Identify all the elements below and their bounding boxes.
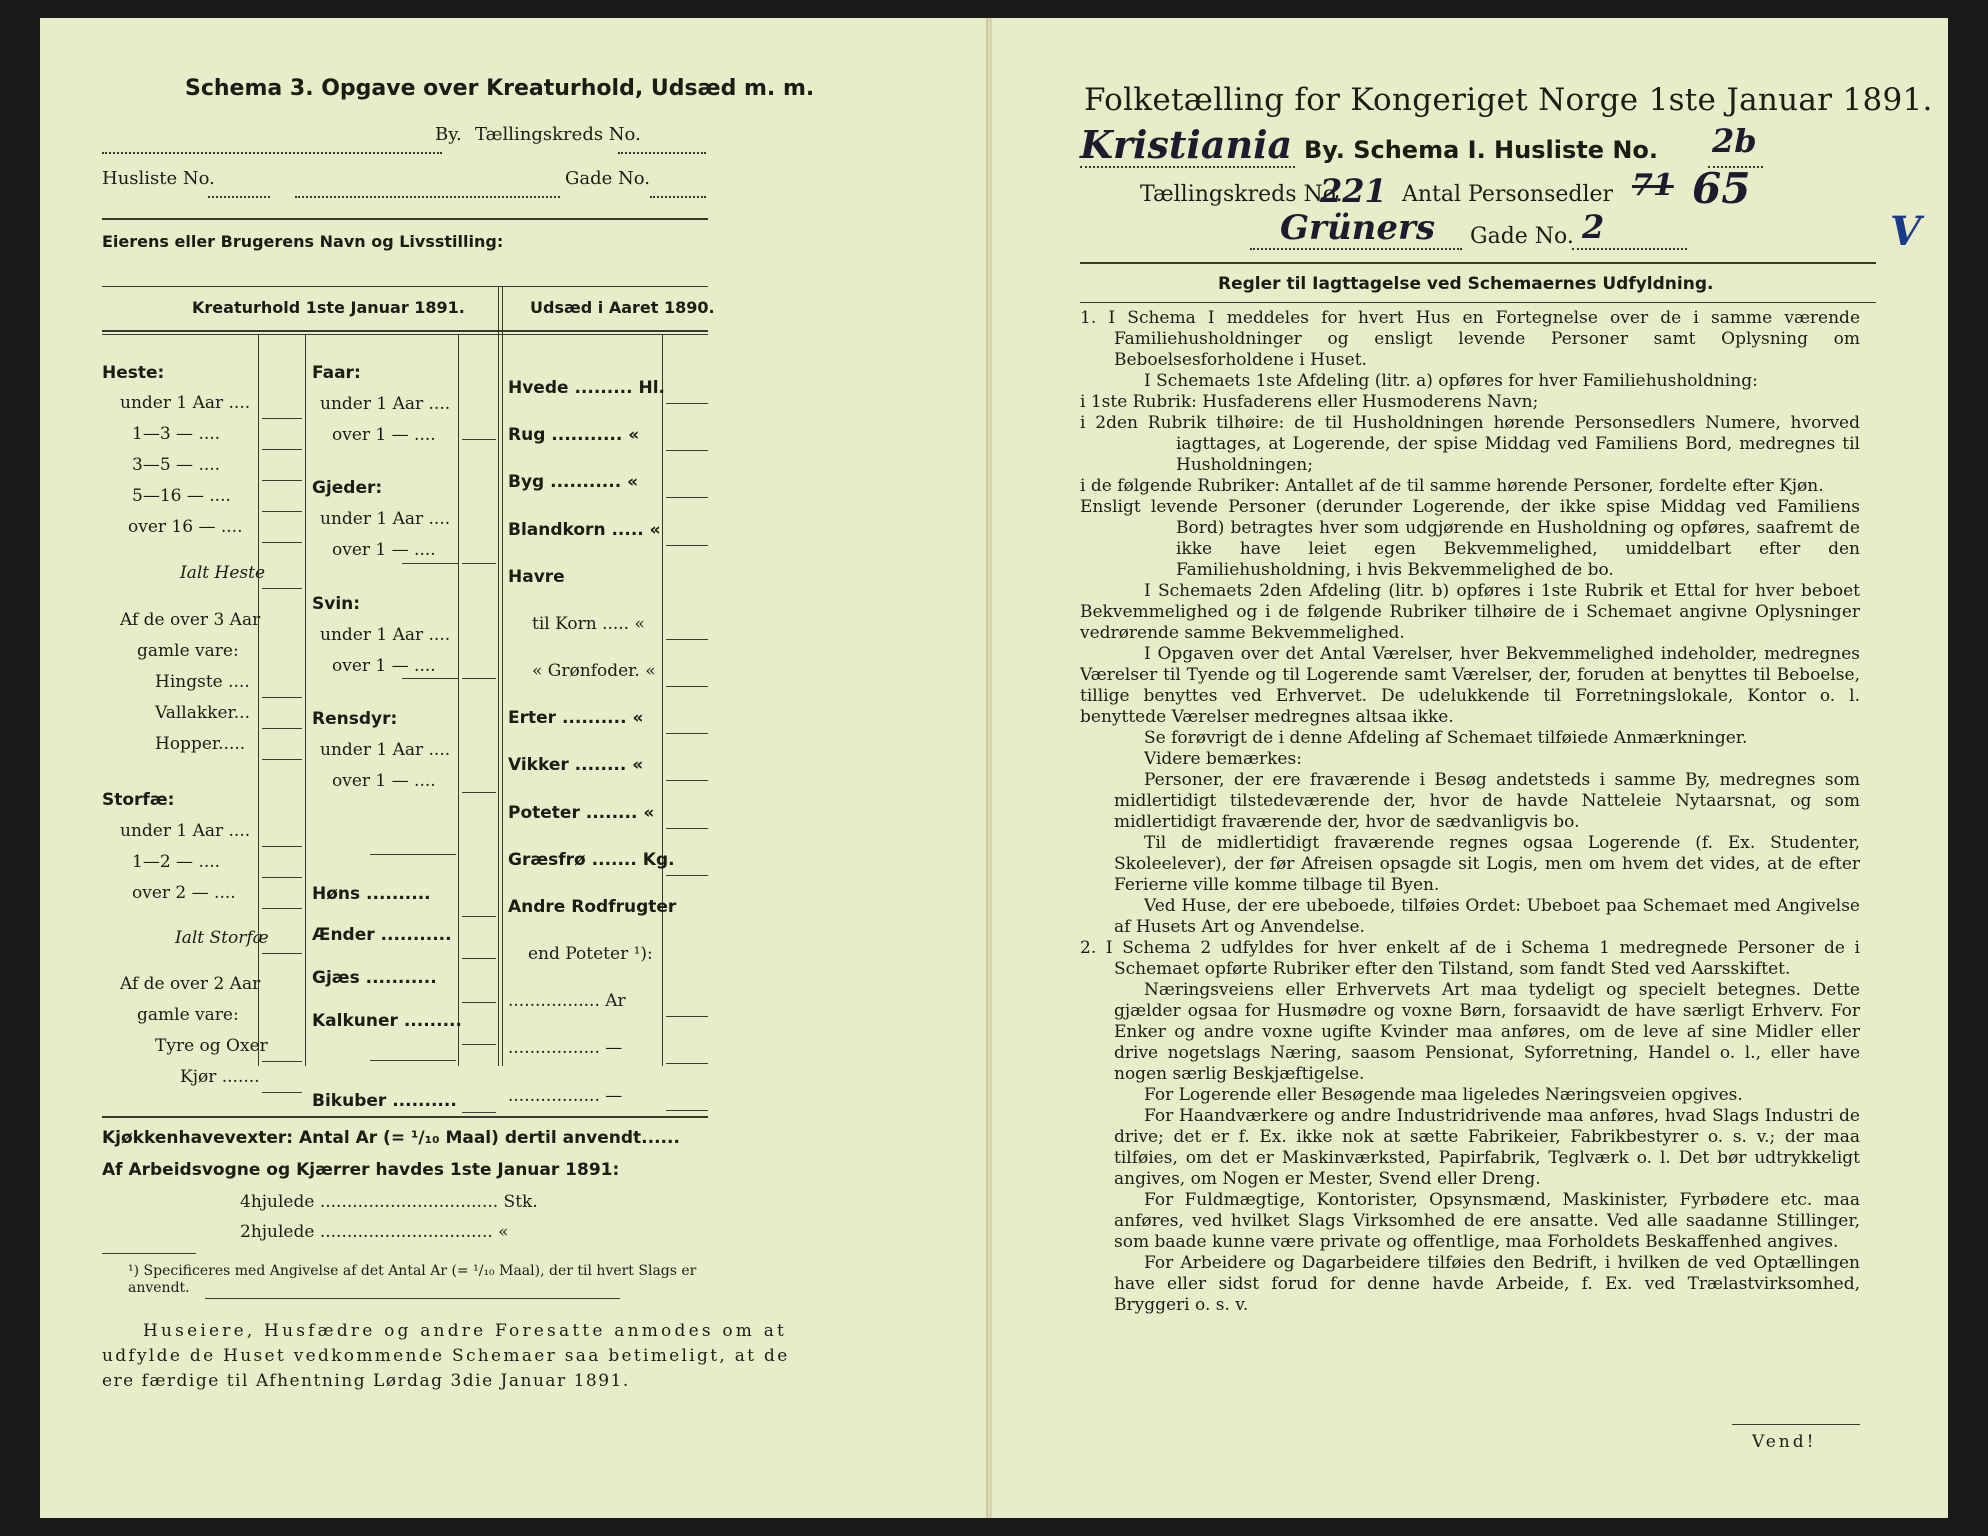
request-line: Huseiere, Husfædre og andre Foresatte anmodes om at — [143, 1321, 788, 1341]
rule-paragraph: I Opgaven over det Antal Værelser, hver Bekvemmelighed indeholder, medregnes Værelser til Tyende og til Logerende samt Værelser, der, foruden at benyttes til Beboelse, tillige benyttes ved Erhvervet. De udelukkende til Forretningslokale, Kontor o. l. benyttede Værelser medregnes altsaa ikke. — [1080, 644, 1860, 727]
vallakker-row: Vallakker... — [155, 703, 250, 723]
divider — [1732, 1424, 1860, 1425]
gade-field[interactable] — [1250, 248, 1462, 250]
gade-no-handwritten: 2 — [1582, 208, 1605, 246]
rule-paragraph: For Logerende eller Besøgende maa ligeledes Næringsveien opgives. — [1144, 1085, 1743, 1105]
by-label: By. — [435, 124, 462, 145]
dash-row: ................. — — [508, 1038, 623, 1058]
storfae-title: Storfæ: — [102, 790, 175, 810]
byg-row: Byg ........... « — [508, 472, 639, 492]
by-schema-label: By. Schema I. Husliste No. — [1304, 136, 1659, 164]
column-divider — [305, 334, 306, 1066]
footnote-rule — [102, 1253, 196, 1254]
storfae-af-label: gamle vare: — [137, 1005, 239, 1025]
value-cell[interactable] — [262, 418, 302, 419]
gade-no-field[interactable] — [1572, 248, 1687, 250]
city-handwritten: Kristiania — [1080, 122, 1293, 167]
rule-paragraph: Videre bemærkes: — [1144, 749, 1302, 769]
gronfoder-row: « Grønfoder. « — [532, 661, 656, 681]
rule-paragraph: 1. I Schema I meddeles for hvert Hus en Fortegnelse over de i samme værende Familiehusholdninger og ensligt levende Personer samt Oplysning om Beboelsesforholdene i Huset. — [1080, 308, 1860, 370]
value-cell[interactable] — [666, 1110, 708, 1111]
hingste-row: Hingste .... — [155, 672, 250, 692]
value-cell[interactable] — [262, 1061, 302, 1062]
rensdyr-row: under 1 Aar .... — [320, 740, 451, 760]
taellingskreds-field[interactable] — [618, 128, 706, 154]
til-korn-row: til Korn ..... « — [532, 614, 645, 634]
graesfro-row: Græsfrø ....... Kg. — [508, 850, 675, 870]
svin-title: Svin: — [312, 594, 361, 614]
heste-row: 3—5 — .... — [132, 455, 221, 475]
havre-row: Havre — [508, 567, 565, 587]
heste-row: 5—16 — .... — [132, 486, 231, 506]
rules-body — [1080, 308, 1860, 1316]
right-page-schema-1 — [990, 18, 1948, 1518]
gade-field[interactable] — [295, 172, 560, 198]
heste-title: Heste: — [102, 363, 165, 383]
tohjulede-line: 2hjulede ................................ « — [240, 1222, 509, 1242]
faar-row: under 1 Aar .... — [320, 394, 451, 414]
hopper-row: Hopper..... — [155, 734, 246, 754]
rule-paragraph: i de følgende Rubriker: Antallet af de til samme hørende Personer, fordelte efter Kjøn. — [1080, 476, 1824, 496]
divider — [102, 286, 708, 287]
value-cell[interactable] — [262, 449, 302, 450]
gjeder-row: over 1 — .... — [332, 540, 436, 560]
hvede-row: Hvede ......... Hl. — [508, 378, 666, 398]
rule-paragraph: 2. I Schema 2 udfyldes for hver enkelt af de i Schema 1 medregnede Personer de i Schemaet opførte Rubriker efter den Tilstand, som fandt Sted ved Aarsskiftet. — [1080, 938, 1860, 979]
bikuber-row: Bikuber .......... — [312, 1091, 457, 1111]
schema-3-title: Schema 3. Opgave over Kreaturhold, Udsæd m. m. — [185, 76, 815, 101]
svin-row: over 1 — .... — [332, 656, 436, 676]
husliste-label: Husliste No. — [102, 168, 215, 189]
husliste-field[interactable] — [208, 172, 270, 198]
header-divider — [102, 334, 708, 335]
rug-row: Rug ........... « — [508, 425, 640, 445]
subtotal-line — [370, 1060, 456, 1061]
vend-label: Vend! — [1752, 1432, 1817, 1452]
value-cell[interactable] — [462, 563, 496, 564]
rule-paragraph: Ensligt levende Personer (derunder Logerende, der ikke spise Middag ved Familiens Bord) betragtes hver som udgjørende en Husholdning og opføres, saafremt de ikke have leiet egen Bekvemmelighed, umiddelbart efter den Familiehusholdning, i hvis Bekvemmelighed de bo. — [1080, 497, 1860, 580]
value-cell[interactable] — [262, 697, 302, 698]
request-line: udfylde de Huset vedkommende Schemaer saa betimeligt, at de — [102, 1346, 790, 1366]
header-divider — [102, 330, 708, 332]
storfae-row: over 2 — .... — [132, 883, 236, 903]
rule-paragraph: I Schemaets 2den Afdeling (litr. b) opføres i 1ste Rubrik et Ettal for hver beboet Bekvemmelighed og i de følgende Rubriker tilhøire de i Schemaet angivne Oplysninger vedrørende samme Bekvemmelighed. — [1080, 581, 1860, 643]
value-cell[interactable] — [262, 542, 302, 543]
svin-row: under 1 Aar .... — [320, 625, 451, 645]
taellingskreds-handwritten: 221 — [1320, 172, 1387, 210]
owner-label: Eierens eller Brugerens Navn og Livsstilling: — [102, 232, 504, 251]
kalkuner-row: Kalkuner ......... — [312, 1011, 462, 1031]
rule-paragraph: i 1ste Rubrik: Husfaderens eller Husmoderens Navn; — [1080, 392, 1539, 412]
value-cell[interactable] — [666, 497, 708, 498]
value-cell[interactable] — [666, 780, 708, 781]
rensdyr-title: Rensdyr: — [312, 709, 398, 729]
value-cell[interactable] — [666, 828, 708, 829]
value-cell[interactable] — [262, 846, 302, 847]
heste-row: 1—3 — .... — [132, 424, 221, 444]
column-divider — [258, 334, 259, 1066]
storfae-row: under 1 Aar .... — [120, 821, 251, 841]
value-cell[interactable] — [666, 875, 708, 876]
value-cell[interactable] — [666, 639, 708, 640]
value-cell[interactable] — [262, 759, 302, 760]
subtotal-line — [402, 563, 458, 564]
value-cell[interactable] — [462, 1112, 496, 1113]
rule-paragraph: For Haandværkere og andre Industridrivende maa anføres, hvad Slags Industri de drive; det er f. Ex. ikke nok at sætte Fabrikeier, Fabrikbestyrer o. s. v.; der maa tilføies, om det er Maskinværksted, Papirfabrik, Teglværk o. l. Det bør udtrykkeligt angives, om Nogen er Mester, Svend eller Dreng. — [1114, 1106, 1860, 1189]
hons-row: Høns .......... — [312, 884, 431, 904]
rule-paragraph: I Schemaets 1ste Afdeling (litr. a) opføres for hver Familiehusholdning: — [1144, 371, 1758, 391]
heste-row: over 16 — .... — [128, 517, 243, 537]
value-cell[interactable] — [666, 450, 708, 451]
taellingskreds-label: Tællingskreds No. — [475, 124, 641, 145]
ar-row: ................. Ar — [508, 991, 626, 1011]
check-mark: V — [1890, 208, 1922, 255]
request-line: ere færdige til Afhentning Lørdag 3die Januar 1891. — [102, 1371, 630, 1391]
heste-af-label: gamle vare: — [137, 641, 239, 661]
value-cell[interactable] — [666, 403, 708, 404]
tyre-row: Tyre og Oxer — [155, 1036, 268, 1056]
antal-personsedler-label: Antal Personsedler — [1402, 182, 1614, 207]
gjaes-row: Gjæs ........... — [312, 968, 437, 988]
poteter-row: Poteter ........ « — [508, 803, 655, 823]
dash-row: ................. — — [508, 1086, 623, 1106]
divider — [1080, 302, 1876, 303]
footnote-line: anvendt. — [128, 1280, 190, 1296]
value-cell[interactable] — [262, 728, 302, 729]
blandkorn-row: Blandkorn ..... « — [508, 520, 661, 540]
census-title: Folketælling for Kongeriget Norge 1ste Januar 1891. — [1084, 82, 1933, 118]
value-cell[interactable] — [262, 1092, 302, 1093]
city-field[interactable] — [1080, 166, 1295, 168]
firehjulede-line: 4hjulede ................................. Stk. — [240, 1192, 538, 1212]
column-divider — [662, 334, 663, 1066]
taellingskreds-label: Tællingskreds No. — [1140, 182, 1343, 207]
value-cell[interactable] — [462, 1002, 496, 1003]
value-cell[interactable] — [462, 792, 496, 793]
value-cell[interactable] — [262, 877, 302, 878]
rules-title: Regler til Iagttagelse ved Schemaernes Udfyldning. — [1218, 274, 1714, 294]
heste-af-label: Af de over 3 Aar — [120, 610, 261, 630]
kjokkenhavevexter-line — [102, 1128, 680, 1148]
footnote-line: ¹) Specificeres med Angivelse af det Antal Ar (= ¹/₁₀ Maal), der til hvert Slags er — [128, 1263, 697, 1279]
erter-row: Erter .......... « — [508, 708, 644, 728]
value-cell[interactable] — [462, 958, 496, 959]
value-cell[interactable] — [262, 511, 302, 512]
value-cell[interactable] — [462, 439, 496, 440]
kjor-row: Kjør ....... — [180, 1067, 260, 1087]
aender-row: Ænder ........... — [312, 925, 452, 945]
left-page-schema-3 — [40, 18, 988, 1518]
gade-no-field[interactable] — [650, 172, 706, 198]
rensdyr-row: over 1 — .... — [332, 771, 436, 791]
value-cell[interactable] — [462, 916, 496, 917]
gade-handwritten: Grüners — [1280, 208, 1436, 248]
ialt-heste: Ialt Heste — [180, 563, 266, 583]
value-cell[interactable] — [666, 545, 708, 546]
rule-paragraph: Næringsveiens eller Erhvervets Art maa tydeligt og specielt betegnes. Dette gjælder ogsaa for Husmødre og voxne Børn, forsaavidt de have særligt Erhverv. For Enker og andre voxne ugifte Kvinder maa anføres, om de leve af sine Midler eller drive nogetslags Næring, saasom Pensionat, Syforretning, Handel o. l., eller have nogen særlig Beskjæftigelse. — [1114, 980, 1860, 1084]
faar-row: over 1 — .... — [332, 425, 436, 445]
value-cell[interactable] — [262, 588, 302, 589]
rule-paragraph: i 2den Rubrik tilhøire: de til Husholdningen hørende Personsedlers Numere, hvorved iagttages, at Logerende, der spise Middag ved Familiens Bord, medregnes til Husholdningen; — [1080, 413, 1860, 475]
gjeder-title: Gjeder: — [312, 478, 383, 498]
gade-label: Gade No. — [565, 168, 650, 189]
gade-no-label: Gade No. — [1470, 224, 1574, 249]
arbeidsvogne-line: Af Arbeidsvogne og Kjærrer havdes 1ste Januar 1891: — [102, 1160, 620, 1180]
divider — [102, 218, 708, 220]
rule-paragraph: Se forøvrigt de i denne Afdeling af Schemaet tilføiede Anmærkninger. — [1144, 728, 1748, 748]
value-cell[interactable] — [262, 480, 302, 481]
subtotal-line — [402, 678, 458, 679]
antal-handwritten: 65 — [1692, 164, 1751, 213]
rule-paragraph: For Arbeidere og Dagarbeidere tilføies den Bedrift, i hvilken de ved Optællingen have eller sidst forud for denne havde Arbeide, f. Ex. ved Trælastvirksomhed, Bryggeri o. s. v. — [1114, 1253, 1860, 1315]
column-divider — [502, 286, 503, 1066]
value-cell[interactable] — [666, 733, 708, 734]
table-bottom-divider — [102, 1116, 708, 1118]
rule-paragraph: Personer, der ere fraværende i Besøg andetsteds i samme By, medregnes som midlertidigt tilstedeværende der, hvor de havde Natteleie Nytaarsnat, og som midlertidigt fraværende der, hvor de sædvanligvis bo. — [1114, 770, 1860, 832]
faar-title: Faar: — [312, 363, 361, 383]
value-cell[interactable] — [462, 678, 496, 679]
value-cell[interactable] — [666, 1063, 708, 1064]
subtotal-line — [370, 854, 456, 855]
divider — [205, 1298, 620, 1299]
vikker-row: Vikker ........ « — [508, 755, 644, 775]
end-poteter-row: end Poteter ¹): — [528, 944, 653, 964]
andre-rodfrugter-row: Andre Rodfrugter — [508, 897, 677, 917]
udsaed-header: Udsæd i Aaret 1890. — [530, 298, 715, 317]
kjokken-label: Kjøkkenhavevexter: Antal Ar (= ¹/₁₀ Maal) dertil anvendt...... — [102, 1128, 680, 1148]
rule-paragraph: Ved Huse, der ere ubeboede, tilføies Ordet: Ubeboet paa Schemaet med Angivelse af Husets Art og Anvendelse. — [1114, 896, 1860, 937]
gjeder-row: under 1 Aar .... — [320, 509, 451, 529]
rule-paragraph: Til de midlertidigt fraværende regnes ogsaa Logerende (f. Ex. Studenter, Skoleelever), der før Afreisen opsagde sit Logis, men om hvem det vides, at de efter Ferierne ville komme tilbage til Byen. — [1114, 833, 1860, 895]
kreaturhold-header: Kreaturhold 1ste Januar 1891. — [192, 298, 465, 317]
rule-paragraph: For Fuldmægtige, Kontorister, Opsynsmænd, Maskinister, Fyrbødere etc. maa anføres, ved hvilket Slags Virksomhed de ere ansatte. Ved alle saadanne Stillinger, som baade kunne være private og offentlige, maa Forholdets Beskaffenhed angives. — [1114, 1190, 1860, 1252]
divider — [1080, 262, 1876, 264]
value-cell[interactable] — [666, 1016, 708, 1017]
value-cell[interactable] — [262, 953, 302, 954]
storfae-af-label: Af de over 2 Aar — [120, 974, 261, 994]
ialt-storfae: Ialt Storfæ — [175, 928, 269, 948]
by-field[interactable] — [102, 126, 442, 154]
heste-row: under 1 Aar .... — [120, 393, 251, 413]
value-cell[interactable] — [462, 1044, 496, 1045]
husliste-handwritten: 2b — [1712, 122, 1757, 160]
antal-handwritten-struck: 71 — [1632, 168, 1674, 203]
column-divider — [498, 286, 499, 1066]
value-cell[interactable] — [666, 686, 708, 687]
value-cell[interactable] — [262, 908, 302, 909]
storfae-row: 1—2 — .... — [132, 852, 221, 872]
column-divider — [458, 334, 459, 1066]
